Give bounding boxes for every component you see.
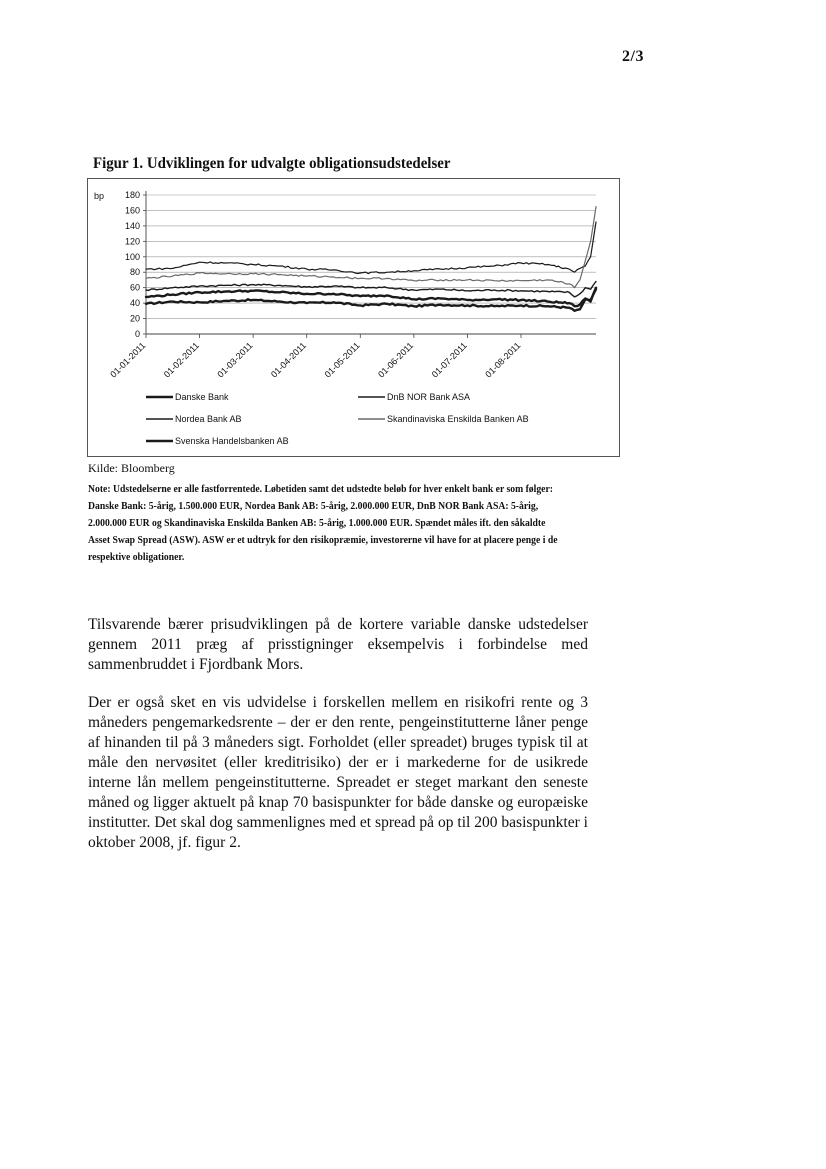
- x-tick-label: 01-05-2011: [322, 340, 362, 380]
- x-tick-label: 01-03-2011: [215, 340, 255, 380]
- series-line-nordea-bank-ab: [146, 282, 596, 297]
- y-tick-label: 180: [124, 190, 140, 200]
- y-tick-label: 60: [129, 282, 140, 293]
- y-tick-label: 120: [124, 236, 140, 247]
- series-line-dnb-nor-bank-asa: [146, 222, 596, 274]
- x-tick-label: 01-04-2011: [268, 340, 309, 380]
- figure-source: Kilde: Bloomberg: [88, 461, 175, 475]
- x-tick-label: 01-08-2011: [483, 340, 523, 380]
- y-tick-label: 140: [124, 220, 140, 231]
- body-paragraph-2: Der er også sket en vis udvidelse i forskellen mellem en risikofri rente og 3 måneders pengemarkedsrente – der er den rente, pengeinstitutterne låner penge af hinanden til på 3 måneders sigt. Forholdet (eller spreadet) bruges typisk til at måle den nervøsitet (eller kreditrisiko) der er i markederne for de usikrede interne lån mellem pengeinstitutterne. Spreadet er steget markant den seneste måned og ligger aktuelt på knap 70 basispunkter for både danske og europæiske institutter. Det skal dog sammenlignes med et spread på op til 200 basispunkter i oktober 2008, jf. figur 2.: [88, 694, 588, 851]
- y-axis-label: bp: [94, 191, 105, 201]
- y-tick-label: 160: [124, 205, 140, 216]
- y-tick-label: 40: [129, 298, 140, 309]
- figure-note: Note: Udstedelserne er alle fastforrentede. Løbetiden samt det udstedte beløb for hver enkelt bank er som følger: Danske Bank: 5-årig, 1.500.000 EUR, Nordea Bank AB: 5-årig, 2.000.000 EUR, DnB NOR Bank ASA: 5-årig, 2.000.000 EUR og Skandinaviska Enskilda Banken AB: 5-årig, 1.000.000 EUR. Spændet måles ift. den såkaldte Asset Swap Spread (ASW). ASW er et udtryk for den risikopræmie, investorerne vil have for at placere penge i de respektive obligationer.: [88, 484, 558, 563]
- figure-title: Figur 1. Udviklingen for udvalgte obligationsudstedelser: [93, 155, 451, 172]
- x-tick-label: 01-02-2011: [161, 340, 201, 380]
- legend-label: Skandinaviska Enskilda Banken AB: [387, 414, 529, 424]
- x-tick-label: 01-06-2011: [376, 340, 416, 380]
- chart-frame: [87, 178, 620, 457]
- x-tick-label: 01-07-2011: [429, 340, 469, 380]
- y-tick-label: 100: [124, 251, 140, 262]
- legend-label: Danske Bank: [175, 392, 229, 402]
- y-tick-label: 20: [129, 313, 140, 324]
- legend-label: DnB NOR Bank ASA: [387, 392, 471, 402]
- page-number: 2/3: [622, 48, 644, 65]
- legend-label: Nordea Bank AB: [175, 414, 242, 424]
- y-tick-label: 0: [134, 329, 140, 339]
- series-line-skandinaviska-enskilda-banken-ab: [146, 207, 596, 288]
- body-paragraph-1: Tilsvarende bærer prisudviklingen på de kortere variable danske udstedelser gennem 2011 præg af prisstigninger eksempelvis i forbindelse med sammenbruddet i Fjordbank Mors.: [88, 616, 588, 673]
- legend-label: Svenska Handelsbanken AB: [175, 436, 289, 446]
- x-tick-label: 01-01-2011: [108, 340, 148, 380]
- line-chart: [88, 179, 621, 458]
- y-tick-label: 80: [129, 267, 140, 278]
